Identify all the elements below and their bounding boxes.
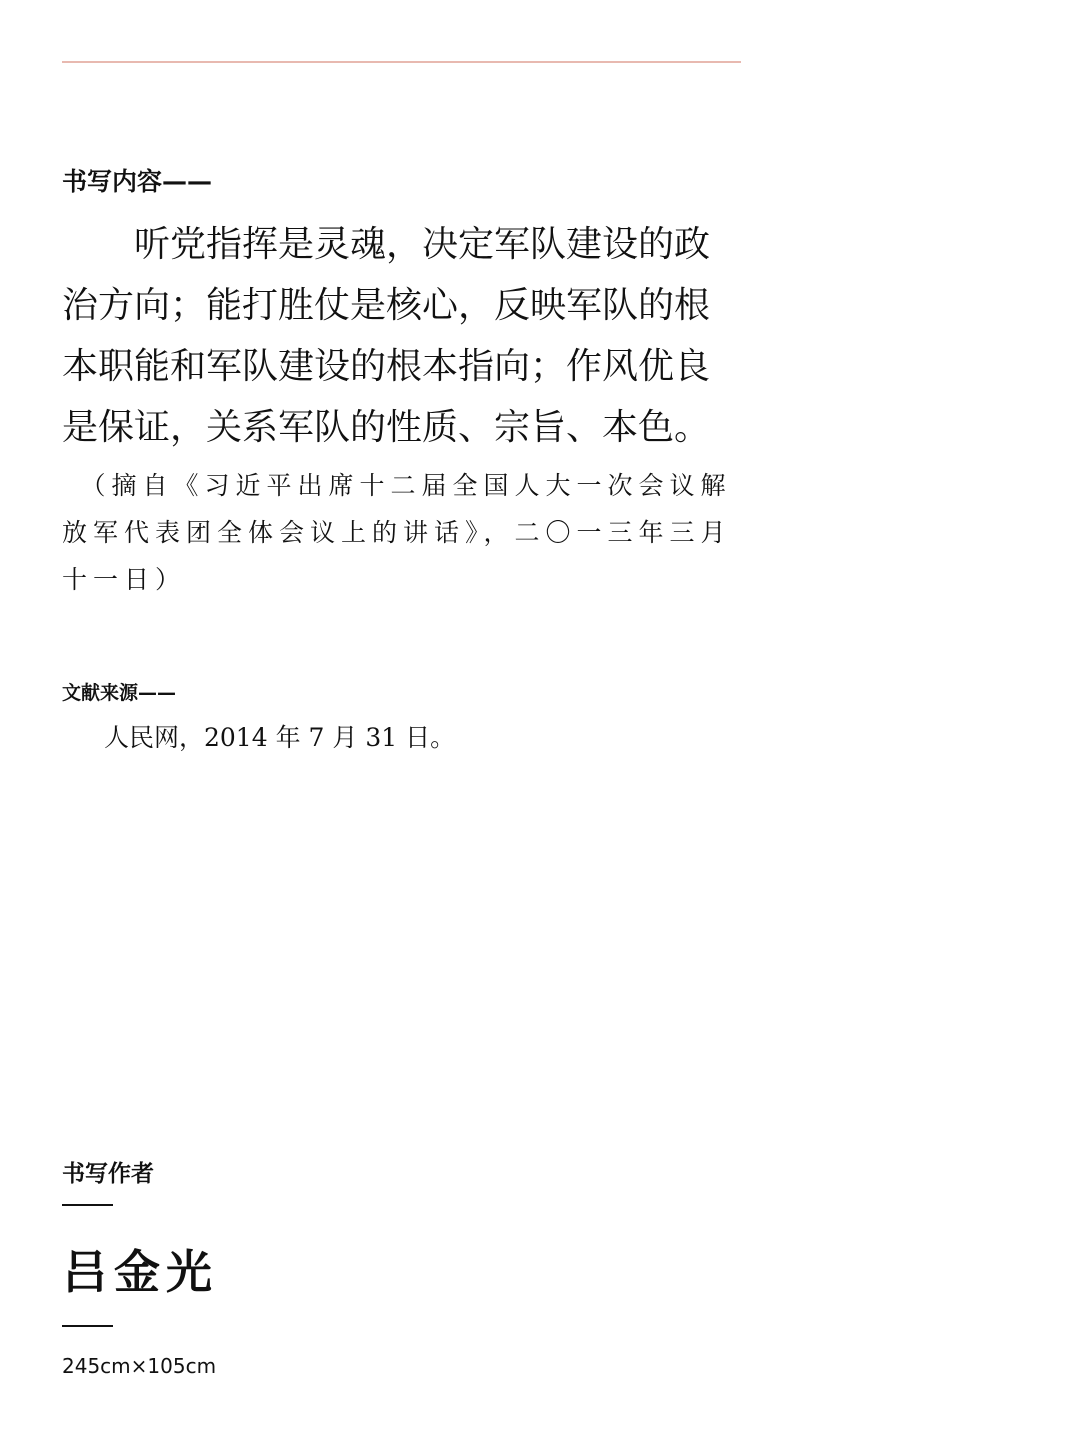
author-divider [62, 1204, 113, 1206]
content-heading: 书写内容—— [62, 167, 213, 196]
content-line: 治方向；能打胜仗是核心，反映军队的根 [62, 285, 711, 326]
source-heading: 文献来源—— [62, 682, 177, 704]
content-line: 本职能和军队建设的根本指向；作风优良 [62, 346, 711, 387]
top-divider [62, 61, 741, 63]
citation [62, 462, 732, 603]
content-line: 听党指挥是灵魂，决定军队建设的政 [62, 224, 711, 265]
citation-line: 放军代表团全体会议上的讲话》，二〇一三年三月 [62, 518, 732, 547]
content-line: 是保证，关系军队的性质、宗旨、本色。 [62, 407, 711, 448]
content-text [62, 214, 752, 458]
artwork-dimensions: 245cm×105cm [62, 1354, 217, 1378]
citation-line: 十一日） [62, 565, 187, 594]
author-name: 吕金光 [62, 1245, 218, 1299]
source-text: 人民网，2014 年 7 月 31 日。 [104, 723, 456, 752]
author-heading: 书写作者 [62, 1161, 154, 1187]
dimensions-divider [62, 1325, 113, 1327]
citation-line: （摘自《习近平出席十二届全国人大一次会议解 [62, 471, 732, 500]
